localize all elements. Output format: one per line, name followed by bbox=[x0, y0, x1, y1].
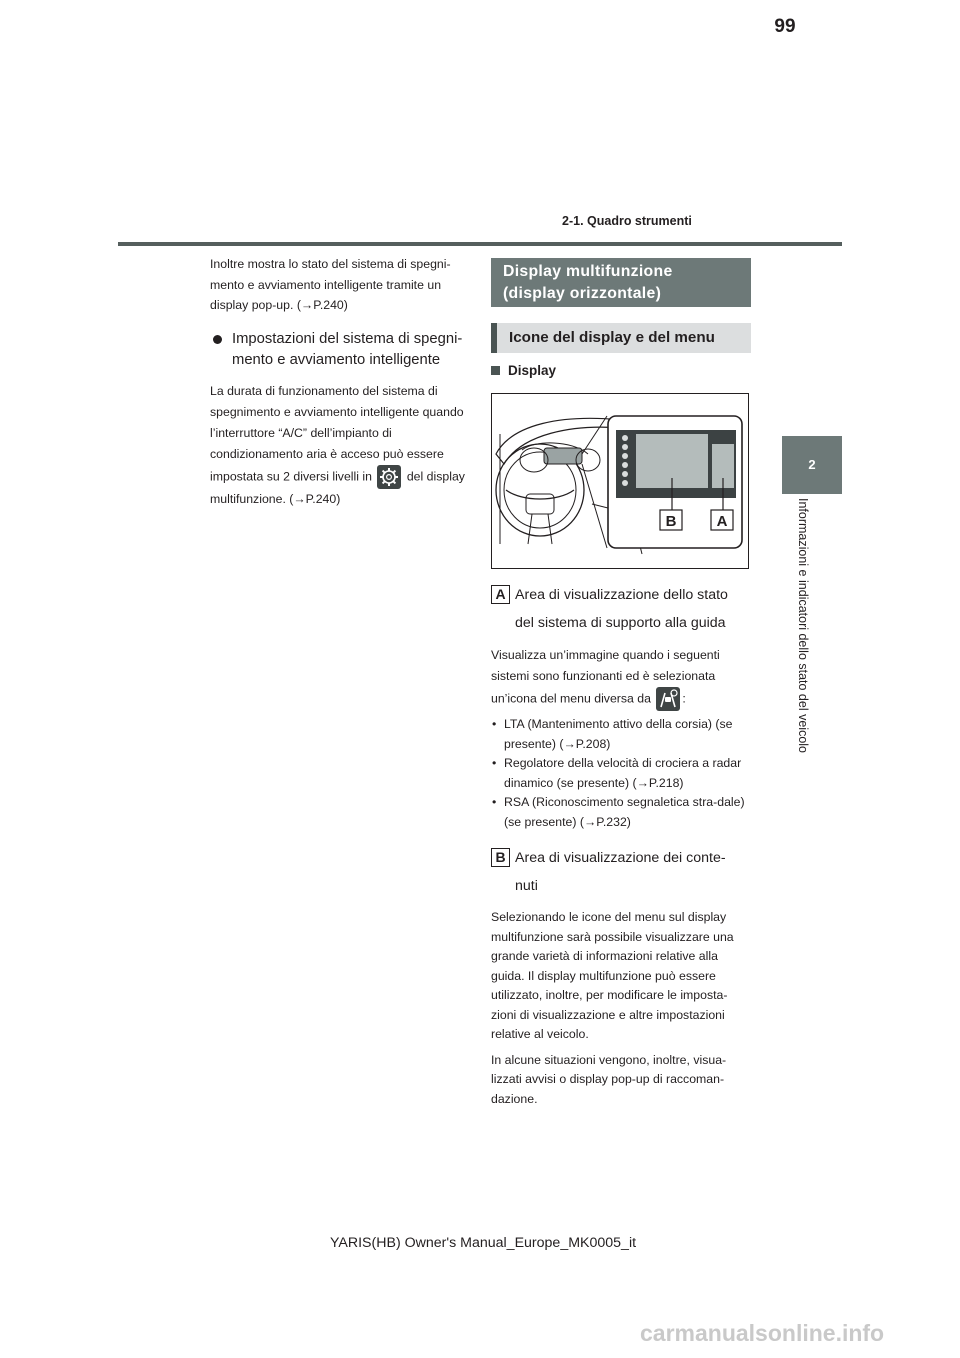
section-banner: Display multifunzione (display orizzontale) bbox=[491, 258, 751, 307]
callout-b-letter: B bbox=[491, 848, 510, 867]
subsection-banner: Icone del display e del menu bbox=[491, 323, 751, 353]
figure-label-b: B bbox=[665, 513, 677, 530]
callout-a-body-text-2: : bbox=[682, 691, 686, 706]
callout-a-letter: A bbox=[491, 585, 510, 604]
callout-a-title bbox=[491, 581, 751, 637]
display-heading bbox=[491, 363, 751, 378]
callout-a-body-text-1: Visualizza un’immagine quando i seguenti sistemi sono funzionanti ed è selezionata un’icona del menu diversa da bbox=[491, 648, 720, 706]
callout-a-title-text: Area di visualizzazione dello stato del sistema di supporto alla guida bbox=[515, 587, 728, 631]
body-text-1: La durata di funzionamento del sistema di spegnimento e avviamento intelligente quando l’interruttore “A/C” dell’impianto di condizionamento aria è acceso può essere impostata su 2 diversi livelli in bbox=[210, 383, 464, 483]
body-paragraph bbox=[210, 381, 466, 510]
page-number: 99 bbox=[774, 16, 796, 37]
footer-manual-id: YARIS(HB) Owner's Manual_Europe_MK0005_it bbox=[330, 1235, 637, 1251]
chapter-tab: 2 bbox=[782, 436, 842, 494]
list-item: • Regolatore della velocità di crociera a radar dinamico (se presente) (→P.218) bbox=[491, 754, 751, 793]
left-column bbox=[210, 254, 466, 510]
callout-a-list bbox=[491, 715, 751, 832]
callout-b-paragraph-2: In alcune situazioni vengono, inoltre, visua-lizzati avvisi o display pop-up di raccoman-dazione. bbox=[491, 1052, 727, 1106]
section-title: 2-1. Quadro strumenti bbox=[562, 214, 692, 228]
right-column bbox=[491, 258, 751, 1109]
subhead bbox=[210, 329, 466, 371]
list-item: • LTA (Mantenimento attivo della corsia) (se presente) (→P.208) bbox=[491, 715, 751, 754]
display-heading-text: Display bbox=[508, 363, 557, 378]
callout-b-title-text: Area di visualizzazione dei conte-nuti bbox=[515, 850, 726, 894]
subhead-text: Impostazioni del sistema di spegni-mento e avviamento intelligente bbox=[232, 330, 463, 368]
header-rule bbox=[118, 242, 842, 246]
body-text-2: del display multifunzione. (→P.240) bbox=[210, 468, 465, 506]
gear-icon bbox=[377, 465, 401, 489]
square-bullet-icon bbox=[491, 366, 500, 375]
callout-b-title bbox=[491, 844, 751, 900]
callout-b-paragraph-1: Selezionando le icone del menu sul display multifunzione sarà possibile visualizzare una grande varietà di informazioni relative alla guida. Il display multifunzione può essere utilizzato, inoltre, per modificare le imposta-zioni di visualizzazione e altre impostazioni relative al veicolo. bbox=[491, 910, 734, 1041]
bullet-dot-icon bbox=[213, 335, 222, 344]
driving-assist-icon bbox=[656, 687, 680, 711]
figure-label-a: A bbox=[716, 513, 728, 530]
callout-a-body bbox=[491, 645, 751, 711]
intro-paragraph: Inoltre mostra lo stato del sistema di spegni-mento e avviamento intelligente tramite un display pop-up. (→P.240) bbox=[210, 257, 451, 312]
watermark: carmanualsonline.info bbox=[640, 1320, 885, 1346]
list-item: • RSA (Riconoscimento segnaletica stra-dale) (se presente) (→P.232) bbox=[491, 793, 751, 832]
chapter-side-title: Informazioni e indicatori dello stato del veicolo bbox=[796, 498, 810, 753]
display-illustration bbox=[491, 393, 749, 569]
dashboard-illustration-icon bbox=[492, 394, 748, 568]
